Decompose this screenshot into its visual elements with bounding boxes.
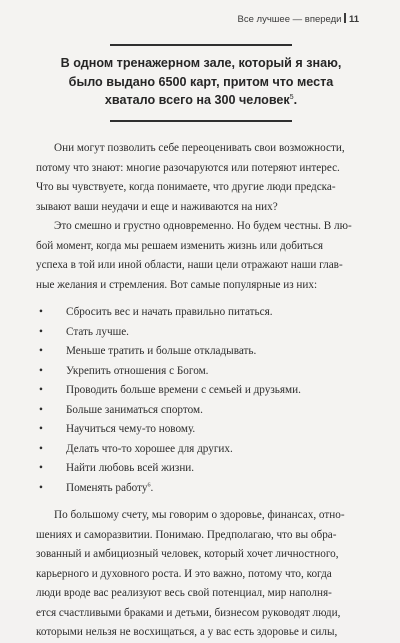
bullet-icon: •	[39, 462, 43, 474]
text-line: зывают ваши неудачи и еще и наживаются на них?	[36, 200, 278, 213]
list-item	[36, 381, 362, 401]
pull-quote-top-rule	[110, 44, 292, 46]
text-line: карьерного и духовного роста. И это важно, потому что, когда	[36, 567, 332, 580]
list-item-text: Укрепить отношения с Богом.	[66, 364, 209, 377]
list-item-text-main: Поменять работу	[66, 481, 148, 494]
pull-quote	[48, 54, 354, 110]
list-item	[36, 323, 362, 343]
bullet-icon: •	[39, 384, 43, 396]
list-item-text: Стать лучше.	[66, 325, 129, 338]
list-item	[36, 303, 362, 323]
list-item	[36, 459, 362, 479]
bullet-icon: •	[39, 403, 43, 416]
list-item-text: Найти любовь всей жизни.	[66, 462, 195, 474]
paragraph	[36, 139, 362, 217]
body-text	[36, 139, 362, 643]
footnote-marker: 6	[147, 481, 151, 488]
spacer	[36, 295, 362, 303]
bullet-icon: •	[39, 306, 43, 318]
pull-quote-line: было выдано 6500 карт, притом что места	[68, 74, 334, 89]
paragraph	[36, 506, 362, 643]
list-item	[36, 342, 362, 362]
bullet-icon: •	[39, 364, 43, 377]
pull-quote-line	[48, 91, 354, 110]
text-line: Это смешно и грустно одновременно. Но будем честны. В лю-	[54, 220, 352, 232]
pull-quote-line-text: хватало всего на 300 человек	[104, 93, 290, 108]
running-title: Все лучшее — впереди	[237, 14, 342, 25]
footnote-marker: 5	[289, 94, 294, 101]
list-item	[36, 479, 362, 499]
list-item-text: Научиться чему-то новому.	[66, 423, 196, 435]
list-item-text: Меньше тратить и больше откладывать.	[66, 345, 257, 357]
pull-quote-line: В одном тренажерном зале, который я знаю,	[60, 56, 342, 70]
text-line: шениях и саморазвитии. Понимаю. Предполагаю, что вы обра-	[36, 528, 337, 541]
text-line: которыми нельзя не восхищаться, а у вас есть здоровье и силы,	[36, 626, 338, 638]
text-line: Они могут позволить себе переоценивать свои возможности,	[54, 142, 345, 154]
text-line: ные желания и стремления. Вот самые популярные из них:	[36, 278, 318, 291]
text-line: люди вроде вас реализуют весь свой потенциал, мир наполня-	[36, 587, 332, 599]
text-line: Что вы чувствуете, когда понимаете, что другие люди предска-	[36, 181, 336, 193]
list-item-text-end: .	[150, 481, 154, 494]
running-head	[238, 13, 359, 25]
list-item	[36, 362, 362, 382]
text-line: ется счастливыми браками и детьми, бизнесом руководят люди,	[36, 606, 341, 619]
list-item-text: Сбросить вес и начать правильно питаться.	[66, 306, 273, 318]
list-item-text: Делать что-то хорошее для других.	[66, 442, 233, 455]
pull-quote-bottom-rule	[110, 120, 292, 122]
text-line: зованный и амбициозный человек, который хочет личностного,	[36, 548, 339, 560]
page-number: 11	[348, 14, 359, 25]
text-line: успеха в той или иной области, наши цели отражают наши глав-	[36, 259, 343, 271]
bullet-icon: •	[39, 325, 43, 338]
goals-list	[36, 303, 362, 498]
text-line: бой момент, когда мы решаем изменить жизнь или добиться	[36, 239, 324, 252]
spacer	[36, 498, 362, 506]
list-item	[36, 420, 362, 440]
pull-quote-line-end: .	[293, 93, 298, 108]
header-separator	[344, 13, 346, 23]
bullet-icon: •	[39, 442, 43, 455]
list-item-text: Больше заниматься спортом.	[66, 403, 203, 416]
bullet-icon: •	[39, 423, 43, 435]
list-item	[36, 440, 362, 460]
bullet-icon: •	[39, 481, 43, 494]
list-item	[36, 401, 362, 421]
text-line: потому что знают: многие разочаруются или потеряют интерес.	[36, 161, 340, 174]
list-item-text: Проводить больше времени с семьей и друзьями.	[66, 384, 301, 396]
paragraph	[36, 217, 362, 295]
text-line: По большому счету, мы говорим о здоровье, финансах, отно-	[54, 509, 345, 521]
bullet-icon: •	[39, 345, 43, 357]
list-item-text	[54, 482, 153, 494]
